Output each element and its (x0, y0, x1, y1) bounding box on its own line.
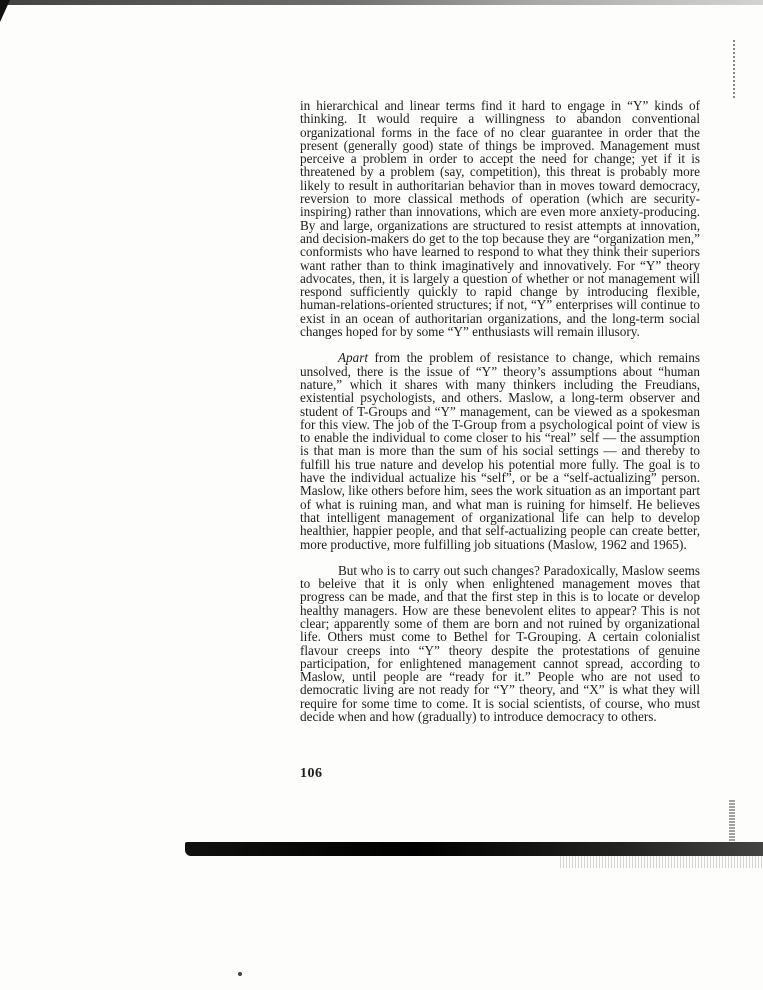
scan-corner-mark (0, 0, 10, 22)
scan-bottom-bar (185, 842, 763, 856)
paragraph-1: in hierarchical and linear terms find it hard to engage in “Y” kinds of thinking. It would require a willingness to abandon conventional organizational forms in the face of no clear guarantee in order that the present (generally good) state of things be improved. Management must perceive a problem in order to accept the need for change; yet if it is threatened by a problem (say, competition), this threat is probably more likely to result in authoritarian behavior than in moves toward democracy, reversion to more classical methods of operation (which are security-inspiring) rather than innovations, which are even more anxiety-producing. By and large, organizations are structured to resist attempts at innovation, and decision-makers do get to the top because they are “organization men,” conformists who have learned to respond to what they think their superiors want rather than to think imaginatively and innovatively. For “Y” theory advocates, then, it is largely a question of whether or not management will respond sufficiently quickly to rapid change by introducing flexible, human-relations-oriented structures; if not, “Y” enterprises will continue to exist in an ocean of authoritarian organizations, and the long-term social changes hoped for by some “Y” enthusiasts will remain illusory. (300, 98, 700, 340)
paragraph-2-body: from the problem of resistance to change, which remains unsolved, there is the issue of “Y” theory’s assumptions about “human nature,” which it shares with many thinkers including the Freudians, existential psychologists, and others. Maslow, a long-term observer and student of T-Groups and “Y” management, can be viewed as a spokesman for this view. The job of the T-Group from a psychological point of view is to enable the individual to come closer to his “real” self — the assumption is that man is more than the sum of his social settings — and thereby to fulfill his true nature and develop his potential more fully. The goal is to have the individual actualize his “self”, or be a “self-actualizing” person. Maslow, like others before him, sees the work situation as an important part of what is ruining man, and what man is ruining for himself. He believes that intelligent management of organizational life can help to develop healthier, happier people, and that self-actualizing people can create better, more productive, more fulfilling job situations (Maslow, 1962 and 1965). (300, 350, 700, 552)
paragraph-2-lead: Apart (338, 350, 369, 366)
scan-right-edge-mark-lower (729, 800, 735, 845)
paragraph-3: But who is to carry out such changes? Paradoxically, Maslow seems to beleive that it is only when enlightened management moves that progress can be made, and that the first step in this is to locate or develop healthy managers. How are these benevolent elites to appear? This is not clear; apparently some of them are born and not ruined by organizational life. Others must come to Bethel for T-Grouping. A certain colonialist flavour creeps into “Y” theory despite the protestations of genuine participation, for enlightened management cannot spread, according to Maslow, until people are “ready for it.” People who are not used to democratic living are not ready for “Y” theory, and “X” is what they will require for some time to come. It is social scientists, of course, who must decide when and how (gradually) to introduce democracy to others. (300, 562, 700, 725)
scan-right-edge-mark (733, 40, 735, 100)
page-number: 106 (300, 766, 323, 781)
scan-bottom-bar-fade (560, 856, 763, 868)
paragraph-2 (300, 351, 700, 550)
scan-speck (238, 972, 242, 976)
page-body (300, 99, 700, 736)
scan-top-line (0, 0, 763, 5)
